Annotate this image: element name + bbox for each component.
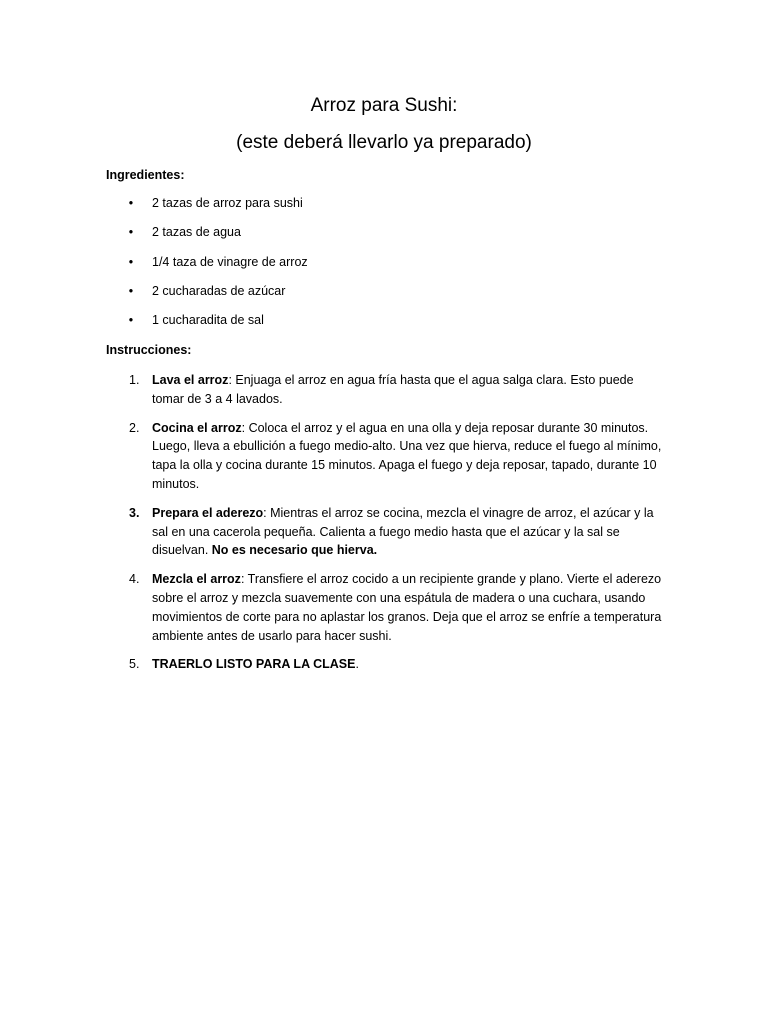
step-text: : Coloca el arroz y el agua en una olla y deja reposar durante 30 minutos. Luego, lleva a ebullición a fuego medio-alto. Una vez que hierva, reduce el fuego al mínimo, tapa la olla y cocina durante 15 minutos. Apaga el fuego y deja reposar, tapado, durante 10 minutos. <box>152 420 662 491</box>
instruction-step <box>106 371 666 409</box>
step-number: 4. <box>129 572 140 587</box>
bullet-icon: • <box>128 313 134 328</box>
document-title: Arroz para Sushi: <box>310 95 458 116</box>
step-text: : Mientras el arroz se cocina, mezcla el vinagre de arroz, el azúcar y la sal en una cacerola pequeña. Calienta a fuego medio hasta que el azúcar y la sal se disuelvan. <box>152 505 654 558</box>
step-title: Mezcla el arroz <box>152 572 241 587</box>
ingredients-heading: Ingredientes: <box>106 168 185 182</box>
instruction-step <box>106 655 666 674</box>
step-title: Cocina el arroz <box>152 420 242 435</box>
instruction-step <box>106 419 666 494</box>
step-number: 5. <box>129 657 140 672</box>
instruction-step <box>106 504 666 560</box>
step-number: 2. <box>129 420 140 435</box>
instructions-heading: Instrucciones: <box>106 343 192 357</box>
step-text: : Enjuaga el arroz en agua fría hasta que el agua salga clara. Esto puede tomar de 3 a 4 lavados. <box>152 373 634 406</box>
ingredient-text: 1 cucharadita de sal <box>152 313 264 328</box>
step-title: Prepara el aderezo <box>152 505 264 520</box>
document-subtitle: (este deberá llevarlo ya preparado) <box>236 132 532 153</box>
step-title: TRAERLO LISTO PARA LA CLASE <box>152 657 356 672</box>
instructions-list <box>106 371 666 684</box>
ingredient-text: 2 tazas de agua <box>152 225 241 240</box>
step-text: . <box>355 657 359 672</box>
ingredient-text: 1/4 taza de vinagre de arroz <box>152 254 308 269</box>
step-number: 3. <box>129 505 140 520</box>
step-title: Lava el arroz <box>152 373 229 387</box>
instruction-step <box>106 570 666 645</box>
ingredient-text: 2 cucharadas de azúcar <box>152 283 286 298</box>
step-number: 1. <box>129 373 140 387</box>
bullet-icon: • <box>128 225 134 240</box>
step-text: : Transfiere el arroz cocido a un recipiente grande y plano. Vierte el aderezo sobre el arroz y mezcla suavemente con una espátula de madera o una cuchara, usando movimientos de corte para no aplastar los granos. Deja que el arroz se enfríe a temperatura ambiente antes de usarlo para hacer sushi. <box>152 572 662 643</box>
ingredient-text: 2 tazas de arroz para sushi <box>152 196 303 210</box>
bullet-icon: • <box>128 196 134 210</box>
bullet-icon: • <box>128 254 134 269</box>
step-emphasis: No es necesario que hierva. <box>211 543 378 558</box>
bullet-icon: • <box>128 283 134 298</box>
